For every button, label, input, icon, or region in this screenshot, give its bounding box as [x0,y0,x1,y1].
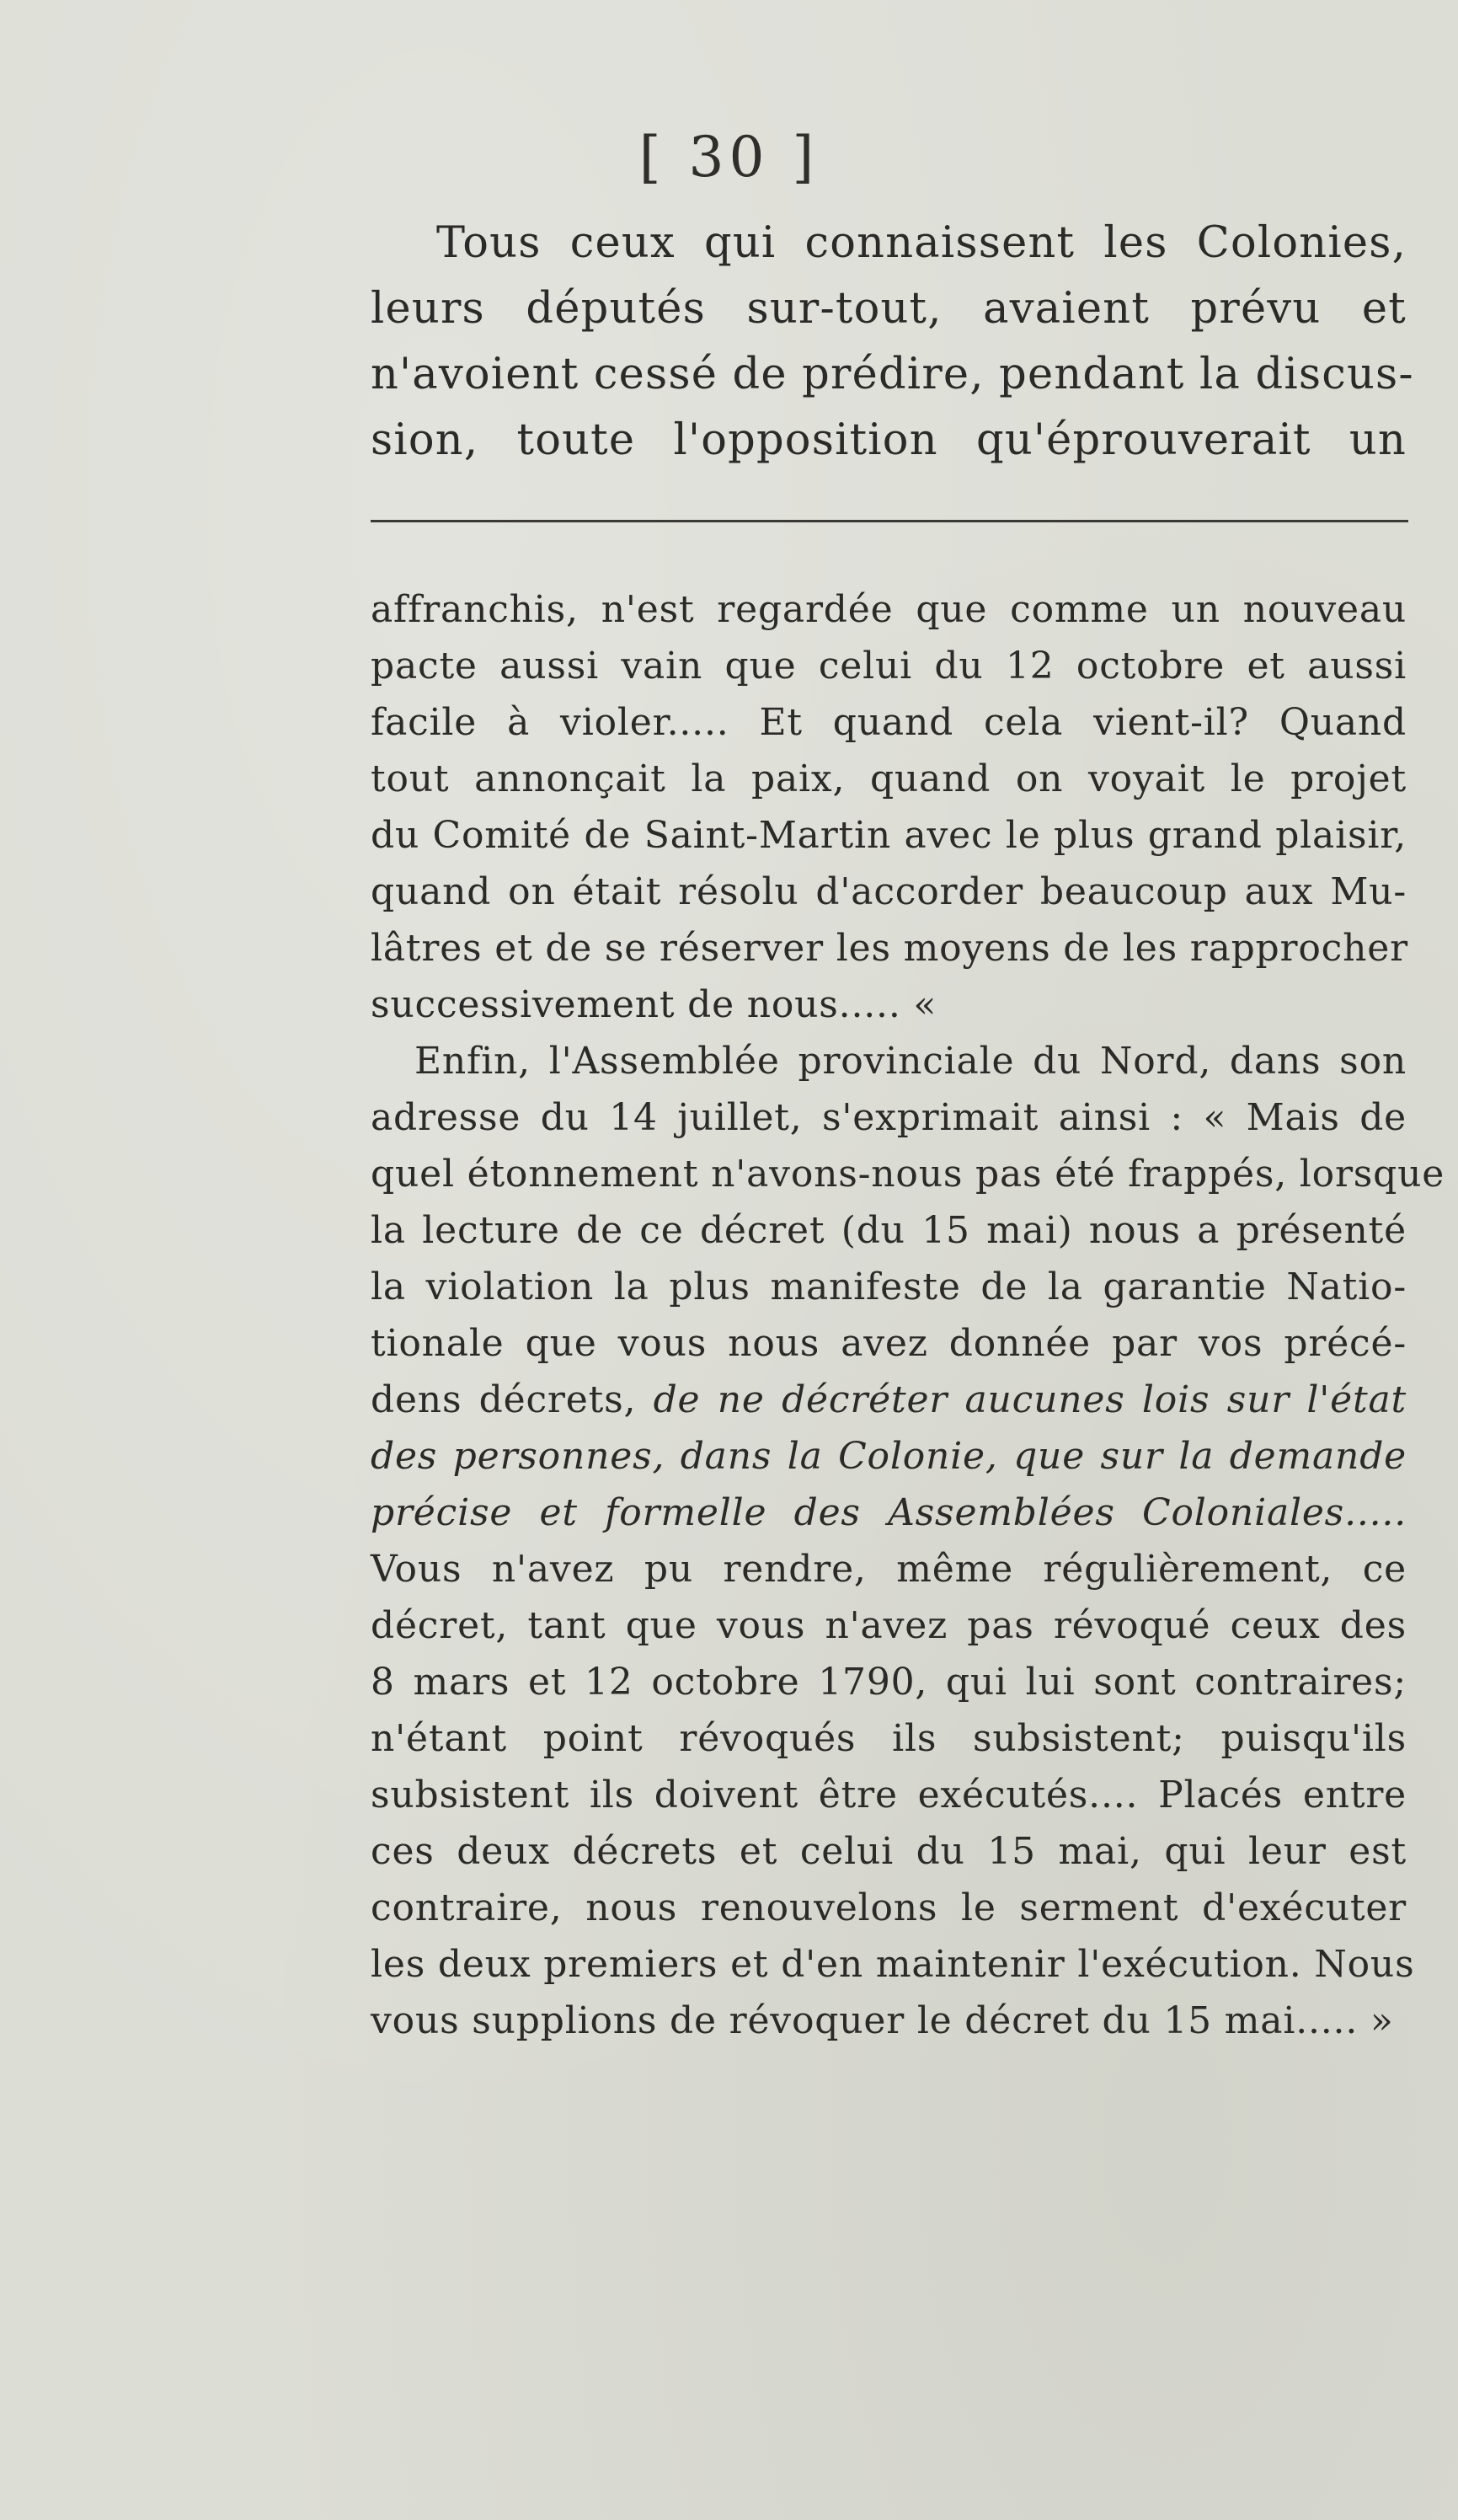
text-roman: dens décrets, [371,1378,654,1421]
text-line: tout annonçait la paix, quand on voyait le projet [371,757,1407,800]
text-line: les deux premiers et d'en maintenir l'exécution. Nous [371,1943,1415,1986]
text-line: n'avoient cessé de prédire, pendant la discus- [371,350,1414,399]
text-line: contraire, nous renouvelons le serment d'exécuter [371,1886,1407,1929]
footnote-separator-rule [371,520,1408,522]
text-line: n'étant point révoqués ils subsistent; puisqu'ils [371,1717,1407,1760]
text-line: 8 mars et 12 octobre 1790, qui lui sont contraires; [371,1661,1407,1704]
text-line: la violation la plus manifeste de la garantie Natio- [371,1265,1407,1308]
text-line: facile à violer..... Et quand cela vient-il? Quand [371,701,1407,744]
text-line: pacte aussi vain que celui du 12 octobre et aussi [371,645,1407,688]
text-line: leurs députés sur-tout, avaient prévu et [371,284,1407,334]
text-line: quand on était résolu d'accorder beaucoup aux Mu- [371,870,1407,913]
footnote-body [371,581,1445,2049]
text-line: quel étonnement n'avons-nous pas été frappés, lorsque [371,1153,1445,1196]
text-line: la lecture de ce décret (du 15 mai) nous a présenté [371,1209,1407,1252]
text-line: affranchis, n'est regardée que comme un nouveau [371,588,1407,631]
text-line: des personnes, dans la Colonie, que sur la demande [371,1435,1407,1478]
text-line: Tous ceux qui connaissent les Colonies, [436,218,1407,268]
text-line: Vous n'avez pu rendre, même régulièrement, ce [371,1548,1407,1591]
text-line: sion, toute l'opposition qu'éprouverait un [371,415,1407,465]
text-line: tionale que vous nous avez donnée par vos précé- [371,1322,1407,1365]
top-paragraph [371,211,1414,474]
text-line [371,1372,1407,1428]
text-line: décret, tant que vous n'avez pas révoqué ceux des [371,1604,1407,1647]
text-line: subsistent ils doivent être exécutés.... Placés entre [371,1774,1407,1816]
page-number: [ 30 ] [638,125,820,190]
text-line: précise et formelle des Assemblées Coloniales..... [371,1491,1407,1534]
text-line: ces deux décrets et celui du 15 mai, qui leur est [371,1830,1407,1873]
text-line: Enfin, l'Assemblée provinciale du Nord, dans son [414,1040,1407,1083]
text-line: vous supplions de révoquer le décret du 15 mai..... » [371,1999,1394,2042]
text-line: du Comité de Saint-Martin avec le plus grand plaisir, [371,814,1407,857]
text-italic: de ne décréter aucunes lois sur l'état [653,1378,1407,1421]
text-line: lâtres et de se réserver les moyens de les rapprocher [371,927,1408,970]
text-line: adresse du 14 juillet, s'exprimait ainsi : « Mais de [371,1096,1407,1139]
text-line: successivement de nous..... « [371,983,937,1026]
